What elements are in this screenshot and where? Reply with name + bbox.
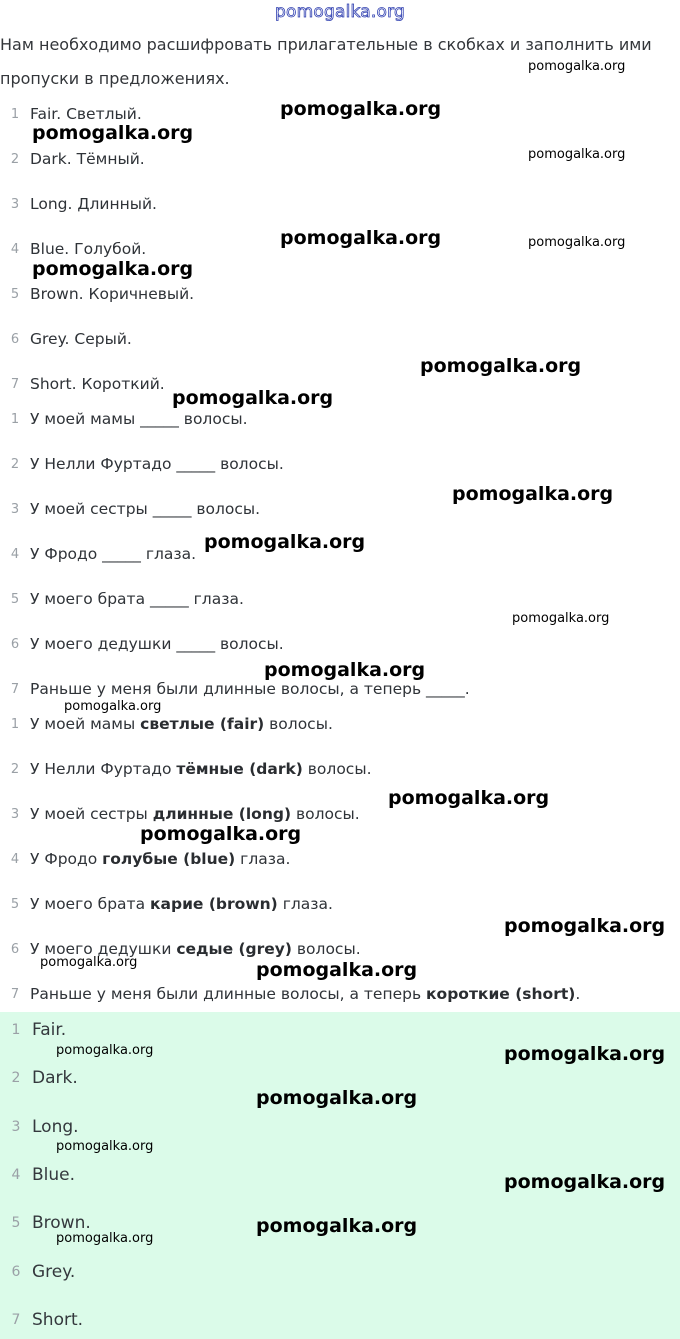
item-text (30, 985, 580, 1003)
item-number: 5 (11, 1215, 21, 1231)
item-text: У моего брата _____ глаза. (30, 590, 244, 608)
list-item (0, 754, 680, 784)
answer-suffix: . (575, 985, 581, 1003)
watermark: pomogalka.org (504, 915, 666, 937)
watermark: pomogalka.org (64, 699, 162, 714)
watermark: pomogalka.org (32, 122, 194, 144)
item-number: 3 (10, 501, 20, 517)
item-number: 6 (10, 636, 20, 652)
list-item (0, 799, 680, 829)
watermark: pomogalka.org (256, 1087, 418, 1109)
answer-suffix: волосы. (264, 715, 333, 733)
answer-suffix: глаза. (235, 850, 291, 868)
watermark: pomogalka.org (256, 1215, 418, 1237)
item-number: 5 (10, 896, 20, 912)
list-item (0, 1305, 680, 1335)
item-number: 7 (11, 1312, 21, 1328)
answer-suffix: волосы. (291, 805, 360, 823)
answer-suffix: глаза. (277, 895, 333, 913)
answer-prefix: У моей сестры (30, 805, 153, 823)
item-text: Fair. Светлый. (30, 105, 142, 123)
item-text: Brown. Коричневый. (30, 285, 195, 303)
item-number: 4 (10, 546, 20, 562)
intro-text: Нам необходимо расшифровать прилагательные в скобках и заполнить ими пропуски в предложениях. (0, 35, 652, 88)
watermark: pomogalka.org (528, 59, 626, 74)
item-number: 5 (10, 286, 20, 302)
item-number: 2 (10, 456, 20, 472)
answer-suffix: волосы. (292, 940, 361, 958)
answer-suffix: волосы. (302, 760, 372, 778)
item-number: 1 (10, 716, 20, 732)
item-text: У моей сестры _____ волосы. (30, 500, 261, 518)
item-text: Long. (32, 1117, 79, 1137)
answer-prefix: У моего дедушки (30, 940, 177, 958)
watermark: pomogalka.org (56, 1043, 154, 1058)
item-text (30, 850, 290, 868)
answer-word: тёмные (dark) (176, 760, 303, 778)
list-item (0, 279, 680, 309)
answer-prefix: У моей мамы (30, 715, 141, 733)
answer-word: короткие (short) (426, 985, 576, 1003)
answer-prefix: Раньше у меня были длинные волосы, а теперь (30, 985, 427, 1003)
item-number: 2 (10, 761, 20, 777)
watermark: pomogalka.org (388, 787, 550, 809)
item-text (30, 805, 360, 823)
watermark: pomogalka.org (452, 483, 614, 505)
item-number: 7 (10, 376, 20, 392)
item-text: Short. (32, 1310, 84, 1330)
item-number: 4 (10, 241, 20, 257)
item-text: У Нелли Фуртадо _____ волосы. (30, 455, 284, 473)
item-text: Grey. Серый. (30, 330, 132, 348)
item-text: Grey. (32, 1262, 76, 1282)
item-text (30, 715, 333, 733)
item-number: 1 (10, 411, 20, 427)
list-item (0, 629, 680, 659)
answer-prefix: У моего брата (30, 895, 150, 913)
answer-word: голубые (blue) (102, 850, 236, 868)
watermark: pomogalka.org (504, 1171, 666, 1193)
item-number: 7 (10, 986, 20, 1002)
watermark: pomogalka.org (140, 823, 302, 845)
answer-prefix: У Фродо (30, 850, 103, 868)
answer-word: светлые (fair) (140, 715, 265, 733)
item-text: Раньше у меня были длинные волосы, а теперь _____. (30, 680, 470, 698)
watermark: pomogalka.org (204, 531, 366, 553)
list-item (0, 1015, 680, 1045)
list-item (0, 449, 680, 479)
item-text: У моей мамы _____ волосы. (30, 410, 248, 428)
watermark: pomogalka.org (280, 98, 442, 120)
item-number: 2 (10, 151, 20, 167)
site-logo[interactable]: pomogalka.org (275, 2, 405, 22)
item-text: Short. Короткий. (30, 375, 165, 393)
watermark: pomogalka.org (504, 1043, 666, 1065)
item-number: 7 (10, 681, 20, 697)
item-number: 2 (11, 1070, 21, 1086)
item-number: 6 (10, 941, 20, 957)
watermark: pomogalka.org (32, 258, 194, 280)
watermark: pomogalka.org (40, 955, 138, 970)
answer-prefix: У Нелли Фуртадо (30, 760, 177, 778)
list-item (0, 1257, 680, 1287)
answer-word: карие (brown) (150, 895, 278, 913)
list-item (0, 324, 680, 354)
item-number: 1 (11, 1022, 21, 1038)
answer-word: седые (grey) (176, 940, 292, 958)
item-text: Fair. (32, 1020, 67, 1040)
list-item (0, 844, 680, 874)
item-number: 4 (10, 851, 20, 867)
list-item (0, 979, 680, 1009)
watermark: pomogalka.org (172, 387, 334, 409)
item-text (30, 760, 372, 778)
watermark: pomogalka.org (280, 227, 442, 249)
item-text: У моего дедушки _____ волосы. (30, 635, 284, 653)
watermark: pomogalka.org (256, 959, 418, 981)
item-text: Blue. (32, 1165, 76, 1185)
item-text: Dark. (32, 1068, 78, 1088)
watermark: pomogalka.org (420, 355, 582, 377)
item-text: Long. Длинный. (30, 195, 157, 213)
watermark: pomogalka.org (528, 147, 626, 162)
list-item (0, 584, 680, 614)
answer-word: длинные (long) (152, 805, 292, 823)
item-number: 4 (11, 1167, 21, 1183)
item-number: 3 (10, 196, 20, 212)
watermark: pomogalka.org (56, 1139, 154, 1154)
watermark: pomogalka.org (264, 659, 426, 681)
list-item (0, 1112, 680, 1142)
watermark: pomogalka.org (512, 611, 610, 626)
item-number: 6 (11, 1264, 21, 1280)
item-text (30, 895, 333, 913)
watermark: pomogalka.org (56, 1231, 154, 1246)
item-number: 5 (10, 591, 20, 607)
item-number: 3 (11, 1119, 21, 1135)
item-number: 3 (10, 806, 20, 822)
item-number: 1 (10, 106, 20, 122)
item-text: Blue. Голубой. (30, 240, 147, 258)
list-item (0, 189, 680, 219)
item-number: 6 (10, 331, 20, 347)
item-text: Dark. Тёмный. (30, 150, 145, 168)
item-text: У Фродо _____ глаза. (30, 545, 197, 563)
item-text: Brown. (32, 1213, 91, 1233)
watermark: pomogalka.org (528, 235, 626, 250)
list-item (0, 404, 680, 434)
